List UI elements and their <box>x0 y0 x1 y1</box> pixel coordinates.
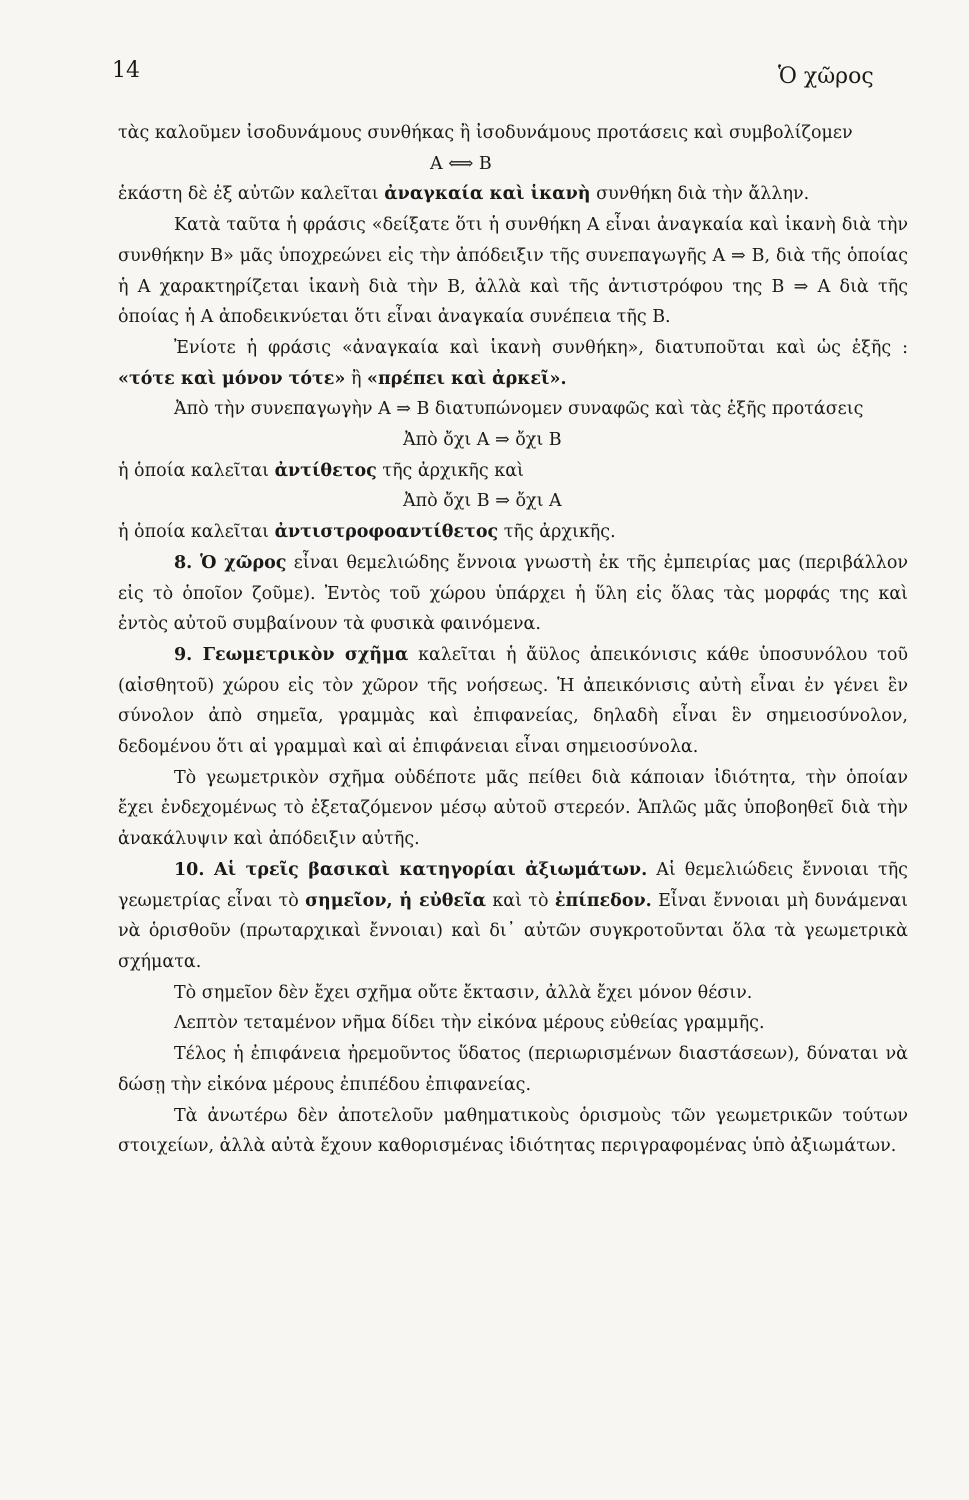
paragraph-equivalent-conditions: τὰς καλοῦμεν ἰσοδυνάμους συνθήκας ἢ ἰσοδυνάμους προτάσεις καὶ συμβολίζομεν <box>118 123 853 143</box>
page-number: 14 <box>112 58 140 83</box>
equation-inverse: Ἀπὸ ὄχι Α ⇒ ὄχι Β <box>403 430 562 451</box>
paragraph-implication: Κατὰ ταῦτα ἡ φράσις «δείξατε ὅτι ἡ συνθήκη Α εἶναι ἀναγκαία καὶ ἱκανὴ διὰ τὴν συνθήκην Β» μᾶς ὑποχρεώνει εἰς τὴν ἀπόδειξιν τῆς συνεπαγωγῆς Α ⇒ Β, διὰ τῆς ὁποίας ἡ Α χαρακτηρίζεται ἱκανὴ διὰ τὴν Β, ἀλλὰ καὶ τῆς ἀντιστρόφου της Β ⇒ Α διὰ τῆς ὁποίας ἡ Α ἀποδεικνύεται ὅτι εἶναι ἀναγκαία συνέπεια τῆς Β. <box>118 215 908 328</box>
section-10-axioms: 10. Αἱ τρεῖς βασικαὶ κατηγορίαι ἀξιωμάτων. Αἱ θεμελιώδεις ἔννοιαι τῆς γεωμετρίας εἶναι τὸ σημεῖον, ἡ εὐθεῖα καὶ τὸ ἐπίπεδον. Εἶναι ἔννοιαι μὴ δυνάμεναι νὰ ὁρισθοῦν (πρωταρχικαὶ ἔννοιαι) καὶ δι᾽ αὐτῶν συγκροτοῦνται ὅλα τὰ γεωμετρικὰ σχήματα. <box>118 859 908 972</box>
page-body <box>118 118 908 1162</box>
equation-contrapositive: Ἀπὸ ὄχι Β ⇒ ὄχι Α <box>403 491 562 512</box>
paragraph-plane: Τέλος ἡ ἐπιφάνεια ἠρεμοῦντος ὕδατος (περιωρισμένων διαστάσεων), δύναται νὰ δώσῃ τὴν εἰκόνα μέρους ἐπιπέδου ἐπιφανείας. <box>118 1044 908 1095</box>
paragraph-line: Λεπτὸν τεταμένον νῆμα δίδει τὴν εἰκόνα μέρους εὐθείας γραμμῆς. <box>174 1013 765 1034</box>
paragraph-definitions: Τὰ ἀνωτέρω δὲν ἀποτελοῦν μαθηματικοὺς ὁρισμοὺς τῶν γεωμετρικῶν τούτων στοιχείων, ἀλλὰ αὐτὰ ἔχουν καθορισμένας ἰδιότητας περιγραφομένας ὑπὸ ἀξιωμάτων. <box>118 1105 908 1157</box>
paragraph-necessary-sufficient: ἑκάστη δὲ ἐξ αὐτῶν καλεῖται ἀναγκαία καὶ ἱκανὴ συνθήκη διὰ τὴν ἄλλην. <box>118 184 810 205</box>
paragraph-point: Τὸ σημεῖον δὲν ἔχει σχῆμα οὔτε ἔκτασιν, ἀλλὰ ἔχει μόνον θέσιν. <box>174 982 753 1003</box>
section-9-geometric-figure: 9. Γεωμετρικὸν σχῆμα καλεῖται ἡ ἄϋλος ἀπεικόνισις κάθε ὑποσυνόλου τοῦ (αἰσθητοῦ) χώρου εἰς τὸν χῶρον τῆς νοήσεως. Ἡ ἀπεικόνισις αὐτὴ εἶναι ἐν γένει ἓν σύνολον ἀπὸ σημεῖα, γραμμὰς καὶ ἐπιφανείας, δηλαδὴ εἶναι ἓν σημειοσύνολον, δεδομένου ὅτι αἱ γραμμαὶ καὶ αἱ ἐπιφάνειαι εἶναι σημειοσύνολα. <box>118 644 909 758</box>
equation-equivalence: Α ⟺ Β <box>430 153 492 174</box>
paragraph-phrasing: Ἐνίοτε ἡ φράσις «ἀναγκαία καὶ ἱκανὴ συνθήκη», διατυποῦται καὶ ὡς ἑξῆς : «τότε καὶ μόνον τότε» ἢ «πρέπει καὶ ἀρκεῖ». <box>118 337 908 389</box>
paragraph-contrapositive: ἡ ὁποία καλεῖται ἀντιστροφοαντίθετος τῆς ἀρχικῆς. <box>118 522 616 543</box>
running-title: Ὁ χῶρος <box>778 64 874 89</box>
paragraph-figure-property: Τὸ γεωμετρικὸν σχῆμα οὐδέποτε μᾶς πείθει διὰ κάποιαν ἰδιότητα, τὴν ὁποίαν ἔχει ἐνδεχομένως τὸ ἐξεταζόμενον μέσῳ αὐτοῦ στερεόν. Ἁπλῶς μᾶς ὑποβοηθεῖ διὰ τὴν ἀνακάλυψιν καὶ ἀπόδειξιν αὐτῆς. <box>118 767 908 850</box>
paragraph-propositions: Ἀπὸ τὴν συνεπαγωγὴν Α ⇒ Β διατυπώνομεν συναφῶς καὶ τὰς ἑξῆς προτάσεις <box>174 399 864 420</box>
section-8-space: 8. Ὁ χῶρος εἶναι θεμελιώδης ἔννοια γνωστὴ ἐκ τῆς ἐμπειρίας μας (περιβάλλον εἰς τὸ ὁποῖον ζοῦμε). Ἐντὸς τοῦ χώρου ὑπάρχει ἡ ὕλη εἰς ὅλας τὰς μορφάς της καὶ ἐντὸς αὐτοῦ συμβαίνουν τὰ φυσικὰ φαινόμενα. <box>118 552 909 635</box>
paragraph-inverse: ἡ ὁποία καλεῖται ἀντίθετος τῆς ἀρχικῆς καὶ <box>118 460 524 481</box>
